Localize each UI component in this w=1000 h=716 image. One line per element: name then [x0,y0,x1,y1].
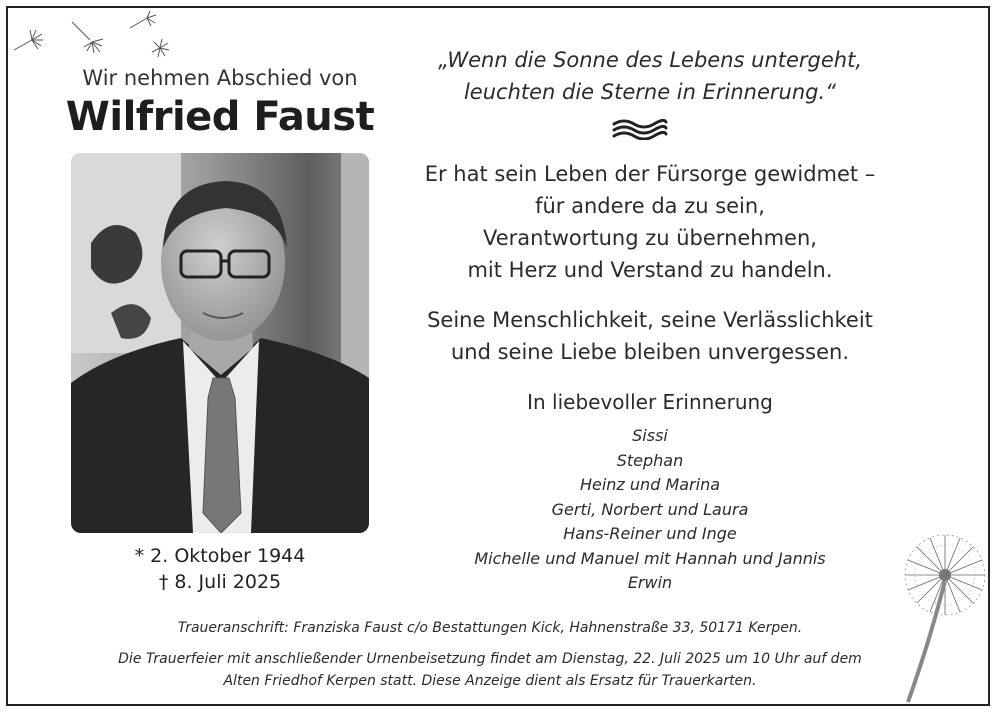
poem-line: Er hat sein Leben der Fürsorge gewidmet – [424,162,876,186]
birth-date: * 2. Oktober 1944 [134,545,306,567]
poem-line: mit Herz und Verstand zu handeln. [467,258,833,282]
poem-line: Seine Menschlichkeit, seine Verlässlichkeit [427,308,873,332]
quote-line: „Wenn die Sonne des Lebens untergeht, [437,48,863,72]
signer: Michelle und Manuel mit Hannah und Jannis [474,548,826,568]
deceased-name: Wilfried Faust [65,94,375,140]
poem-line: Verantwortung zu übernehmen, [483,226,817,250]
dandelion-icon [890,530,990,706]
signer: Erwin [627,573,673,592]
mourning-address: Traueranschrift: Franziska Faust c/o Bestattungen Kick, Hahnenstraße 33, 50171 Kerpen. [177,620,803,636]
ceremony-line: Alten Friedhof Kerpen statt. Diese Anzeige dient als Ersatz für Trauerkarten. [223,673,757,689]
poem-stanza-2 [420,304,880,368]
death-date: † 8. Juli 2025 [158,571,282,593]
signer: Sissi [632,426,668,445]
closing-text: In liebevoller Erinnerung [527,390,773,414]
intro-text: Wir nehmen Abschied von [82,66,358,90]
dandelion-seeds-icon [12,10,182,65]
poem-stanza-1 [420,158,880,286]
signer: Hans-Reiner und Inge [563,524,737,543]
poem-line: für andere da zu sein, [535,194,765,218]
quote [420,44,880,108]
signer: Heinz und Marina [579,475,721,494]
signers-list [420,424,880,596]
wave-ornament-icon [612,118,668,140]
signer: Stephan [616,450,684,470]
quote-line: leuchten die Sterne in Erinnerung.“ [463,80,837,104]
ceremony-info [60,648,920,692]
portrait-photo [71,153,369,533]
signer: Gerti, Norbert und Laura [551,499,749,519]
life-dates [40,543,400,595]
poem-line: und seine Liebe bleiben unvergessen. [450,340,850,364]
ceremony-line: Die Trauerfeier mit anschließender Urnenbeisetzung findet am Dienstag, 22. Juli 2025 um 10 Uhr auf dem [118,651,862,667]
